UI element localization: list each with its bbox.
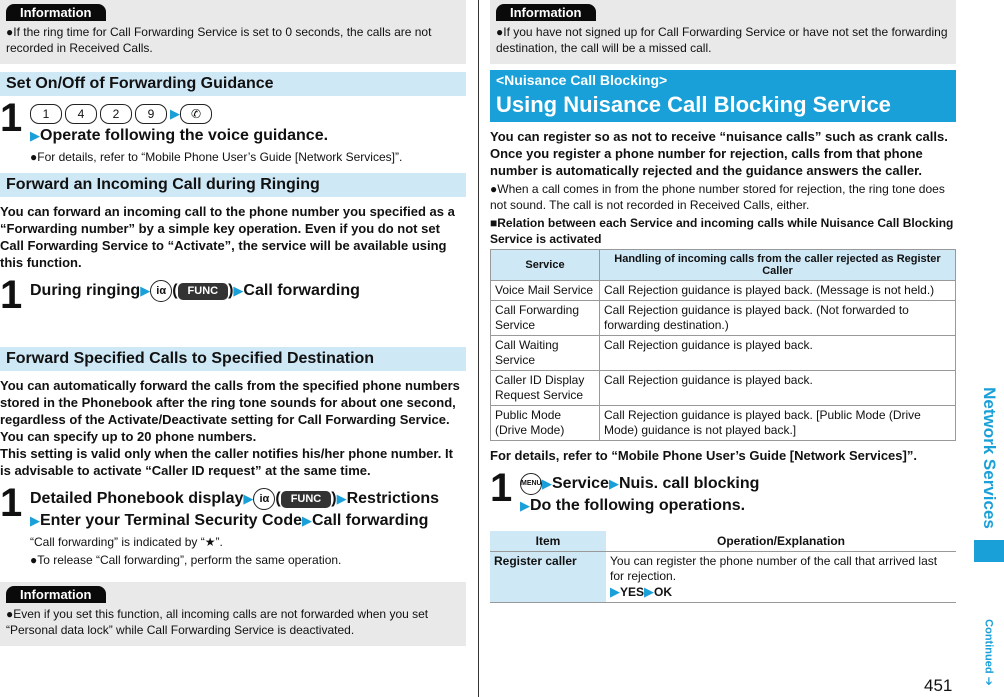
key-2-icon: 2 xyxy=(100,104,132,124)
section-title: Forward an Incoming Call during Ringing xyxy=(0,173,466,197)
key-4-icon: 4 xyxy=(65,104,97,124)
arrow-icon: ▶ xyxy=(644,584,655,600)
step-number: 1 xyxy=(0,481,23,525)
paragraph: You can register so as not to receive “nuisance calls” such as crank calls. xyxy=(490,129,948,144)
column-divider xyxy=(478,0,479,697)
paragraph: This setting is valid only when the caller notifies his/her phone number. It is advisable to activate “Caller ID request” at the same time. xyxy=(0,446,453,478)
ok-label: OK xyxy=(654,585,673,600)
arrow-icon: ▶ xyxy=(336,491,347,507)
chapter-title: Network Services xyxy=(980,387,999,529)
banner-subtitle: <Nuisance Call Blocking> xyxy=(496,72,668,88)
table-row xyxy=(491,336,956,371)
table-cell: Call Rejection guidance is played back. [Public Mode (Drive Mode) guidance is not played back.] xyxy=(600,406,956,441)
information-tab: Information xyxy=(6,4,106,21)
note: “Call forwarding” is indicated by “★”. xyxy=(30,535,223,550)
arrow-icon: ▶ xyxy=(170,106,180,121)
step-action: During ringing xyxy=(30,282,141,300)
arrow-icon: ▶ xyxy=(243,491,254,507)
table-header: Service xyxy=(491,250,600,281)
step-number: 1 xyxy=(0,96,23,140)
table-cell: Caller ID Display Request Service xyxy=(491,371,600,406)
right-column xyxy=(490,0,956,603)
step-action: Call forwarding xyxy=(243,282,360,300)
information-text: ●If the ring time for Call Forwarding Service is set to 0 seconds, the calls are not recorded in Received Calls. xyxy=(6,25,432,55)
step-action: Nuis. call blocking xyxy=(618,475,760,493)
operation-text: You can register the phone number of the call that arrived last for rejection. xyxy=(610,554,938,584)
arrow-icon: ▶ xyxy=(608,476,619,492)
func-key-icon: FUNC xyxy=(281,491,332,508)
table-row xyxy=(491,281,956,301)
note: ■Relation between each Service and incoming calls while Nuisance Call Blocking Service is activated xyxy=(490,216,954,246)
step-action: Restrictions xyxy=(346,490,440,508)
paragraph: For details, refer to “Mobile Phone User’s Guide [Network Services]”. xyxy=(490,448,917,463)
call-key-icon: ✆ xyxy=(180,104,212,124)
section-banner xyxy=(490,70,956,122)
step xyxy=(490,466,956,517)
paragraph: You can specify up to 20 phone numbers. xyxy=(0,429,257,444)
information-tab: Information xyxy=(496,4,596,21)
i-alpha-key-icon: iα xyxy=(150,280,172,302)
table-row xyxy=(491,301,956,336)
chapter-marker xyxy=(974,540,1004,562)
step-number: 1 xyxy=(490,466,513,510)
table-header: Operation/Explanation xyxy=(606,531,956,552)
information-box xyxy=(0,0,466,64)
arrow-icon: ▶ xyxy=(30,513,40,529)
key-9-icon: 9 xyxy=(135,104,167,124)
arrow-icon: ▶ xyxy=(233,283,244,299)
i-alpha-key-icon: iα xyxy=(253,488,275,510)
table-cell: Call Rejection guidance is played back. xyxy=(600,336,956,371)
step-action: Detailed Phonebook display xyxy=(30,490,244,508)
menu-key-icon: MENU xyxy=(520,473,542,495)
table-cell: Register caller xyxy=(490,552,606,603)
table-cell: Call Rejection guidance is played back. xyxy=(600,371,956,406)
arrow-icon: ▶ xyxy=(302,513,312,529)
note: ●For details, refer to “Mobile Phone User’s Guide [Network Services]”. xyxy=(30,150,403,164)
information-text: ●Even if you set this function, all incoming calls are not forwarded when you set “Personal data lock” while Call Forwarding Service is deactivated. xyxy=(6,607,429,638)
table-cell: Voice Mail Service xyxy=(491,281,600,301)
section-title: Forward Specified Calls to Specified Destination xyxy=(0,347,466,371)
arrow-icon: ▶ xyxy=(542,476,552,492)
information-box xyxy=(490,0,956,64)
information-tab: Information xyxy=(6,586,106,603)
step-action: Service xyxy=(552,475,609,493)
step xyxy=(0,96,466,147)
banner-title: Using Nuisance Call Blocking Service xyxy=(496,92,891,117)
step-action: Do the following operations. xyxy=(530,497,746,515)
table-cell xyxy=(606,552,956,603)
section-title: Set On/Off of Forwarding Guidance xyxy=(0,72,466,96)
operation-table xyxy=(490,531,956,603)
table-row xyxy=(490,552,956,603)
continued-label: Continued ➔ xyxy=(982,619,995,686)
key-1-icon: 1 xyxy=(30,104,62,124)
paragraph: You can forward an incoming call to the phone number you specified as a “Forwarding number” by a simple key operation. Even if you do not set Call Forwarding Service to “Activate”, the service will be available using this function. xyxy=(0,204,455,270)
table-cell: Public Mode (Drive Mode) xyxy=(491,406,600,441)
page-edge xyxy=(974,0,1004,697)
step: 1 Detailed Phonebook display▶ iα ( FUNC )▶Restrictions ▶Enter your Terminal Security Code▶Call forwarding xyxy=(0,481,440,530)
step: 1 During ringing▶ iα ( FUNC )▶Call forwarding xyxy=(0,273,360,317)
service-table xyxy=(490,249,956,441)
table-row xyxy=(491,371,956,406)
table-cell: Call Waiting Service xyxy=(491,336,600,371)
table-cell: Call Rejection guidance is played back. (Not forwarded to forwarding destination.) xyxy=(600,301,956,336)
yes-label: YES xyxy=(620,585,645,600)
paragraph: Once you register a phone number for rejection, calls from that phone number is automatically rejected and the guidance answers the caller. xyxy=(490,146,923,178)
note: ●When a call comes in from the phone number stored for rejection, the ring tone does not sound. The call is not recorded in Received Calls, either. xyxy=(490,182,945,212)
information-box xyxy=(0,582,466,646)
paragraph: You can automatically forward the calls from the specified phone numbers stored in the Phonebook after the ring tone sounds for about one second, regardless of the Activate/Deactivate setting for Call Forwarding Service. xyxy=(0,378,460,427)
information-text: ●If you have not signed up for Call Forwarding Service or have not set the forwarding destination, the call will be a missed call. xyxy=(496,25,948,55)
step-action: Operate following the voice guidance. xyxy=(40,127,329,144)
page-number: 451 xyxy=(924,676,953,695)
func-key-icon: FUNC xyxy=(178,283,229,300)
table-cell: Call Rejection guidance is played back. (Message is not held.) xyxy=(600,281,956,301)
arrow-icon: ▶ xyxy=(30,128,40,143)
step-action: Call forwarding xyxy=(312,512,429,530)
arrow-icon: ▶ xyxy=(520,498,530,514)
table-header: Item xyxy=(490,531,606,552)
step-number: 1 xyxy=(0,273,23,317)
arrow-icon: ▶ xyxy=(140,283,151,299)
arrow-icon: ▶ xyxy=(610,584,620,600)
table-cell: Call Forwarding Service xyxy=(491,301,600,336)
left-column xyxy=(0,0,466,646)
table-row xyxy=(491,406,956,441)
table-header: Handling of incoming calls from the caller rejected as Register Caller xyxy=(600,250,956,281)
step-action: Enter your Terminal Security Code xyxy=(40,512,302,530)
note: ●To release “Call forwarding”, perform the same operation. xyxy=(30,553,342,568)
